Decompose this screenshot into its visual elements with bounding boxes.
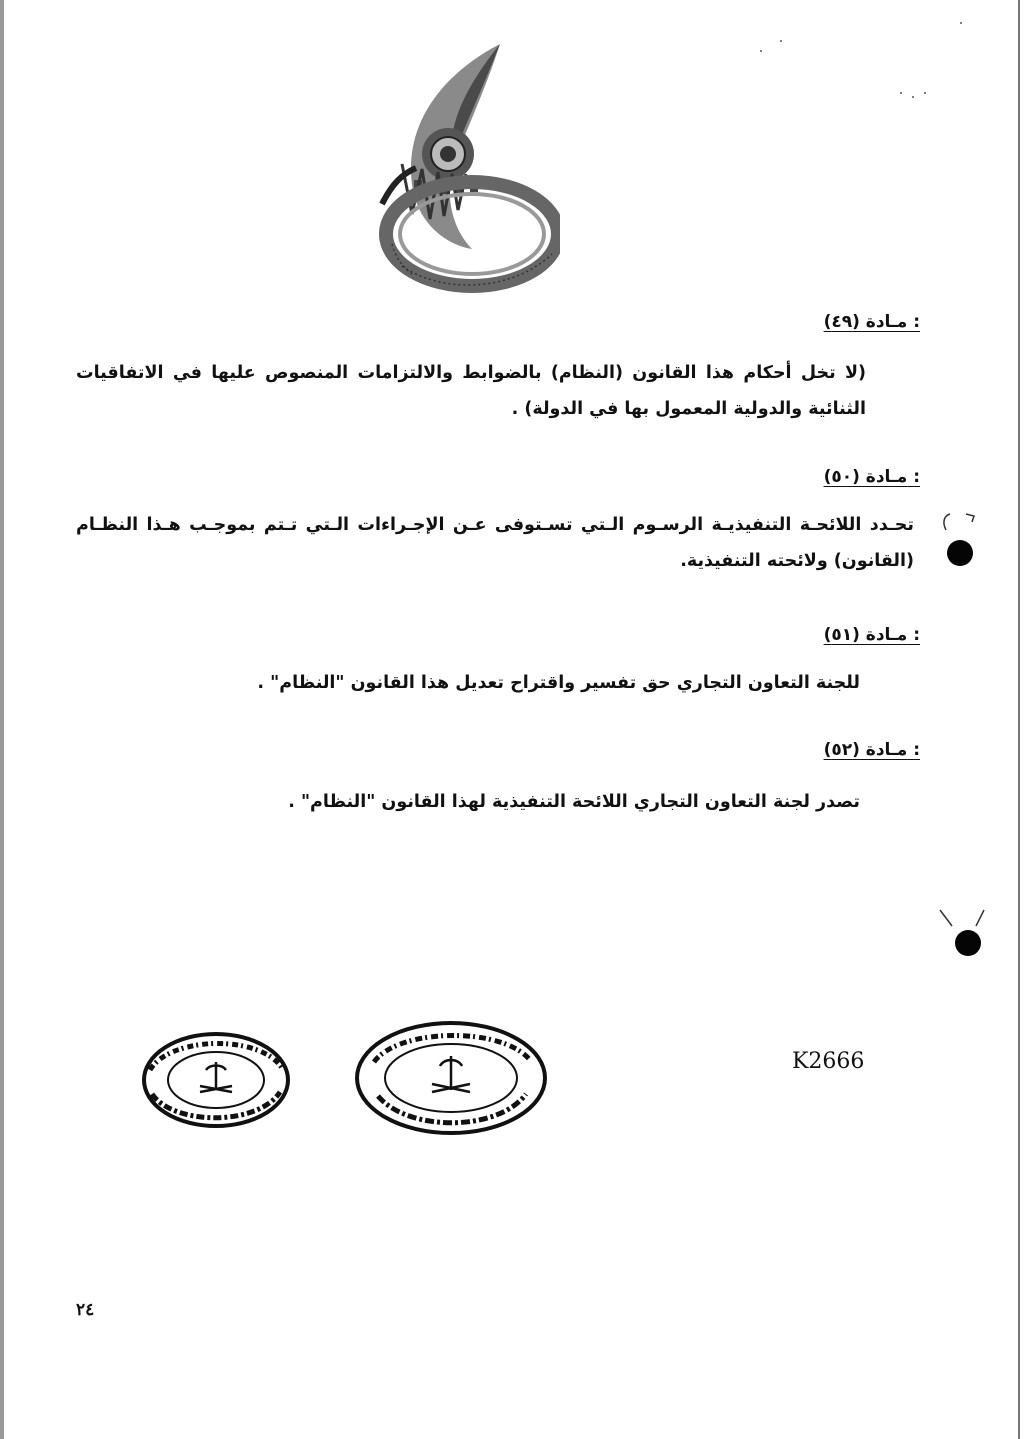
page-number: ٢٤ <box>76 1300 95 1320</box>
article-text: (لا تخل أحكام هذا القانون (النظام) بالضوابط والالتزامات المنصوص عليها في الاتفاقيات الثنائية والدولية المعمول بها في الدولة) . <box>76 363 866 419</box>
council-of-ministers-general-secretariat-seal-icon <box>140 1030 292 1130</box>
bureau-of-experts-seal-icon <box>352 1018 550 1138</box>
scan-speck <box>900 92 902 94</box>
scan-speck <box>924 92 926 94</box>
scan-edge-right <box>1018 0 1020 1439</box>
article-text: للجنة التعاون التجاري حق تفسير واقتراح تعديل هذا القانون "النظام" . <box>257 673 860 693</box>
article-title: مـادة (٥٢) : <box>823 740 920 760</box>
document-code: K2666 <box>792 1049 865 1074</box>
scan-mark-icon <box>938 510 978 532</box>
scan-speck <box>760 50 762 52</box>
article-title: مـادة (٥١) : <box>823 625 920 645</box>
article-text: تحـدد اللائحـة التنفيذيـة الرسـوم الـتي تسـتوفى عـن الإجـراءات الـتي تـتم بموجـب هـذا النظـام (القانون) ولائحته التنفيذية. <box>76 515 914 571</box>
scan-speck <box>960 22 962 24</box>
scan-speck <box>780 40 782 42</box>
punch-hole <box>947 540 973 566</box>
article-title: مـادة (٤٩) : <box>823 312 920 332</box>
article-title: مـادة (٥٠) : <box>823 467 920 487</box>
gcc-summit-emblem-icon <box>372 44 560 306</box>
scan-edge-left <box>0 0 4 1439</box>
scan-mark-icon <box>936 906 988 930</box>
article-text: تصدر لجنة التعاون التجاري اللائحة التنفيذية لهذا القانون "النظام" . <box>288 792 860 812</box>
punch-hole <box>955 930 981 956</box>
scan-speck <box>912 96 914 98</box>
